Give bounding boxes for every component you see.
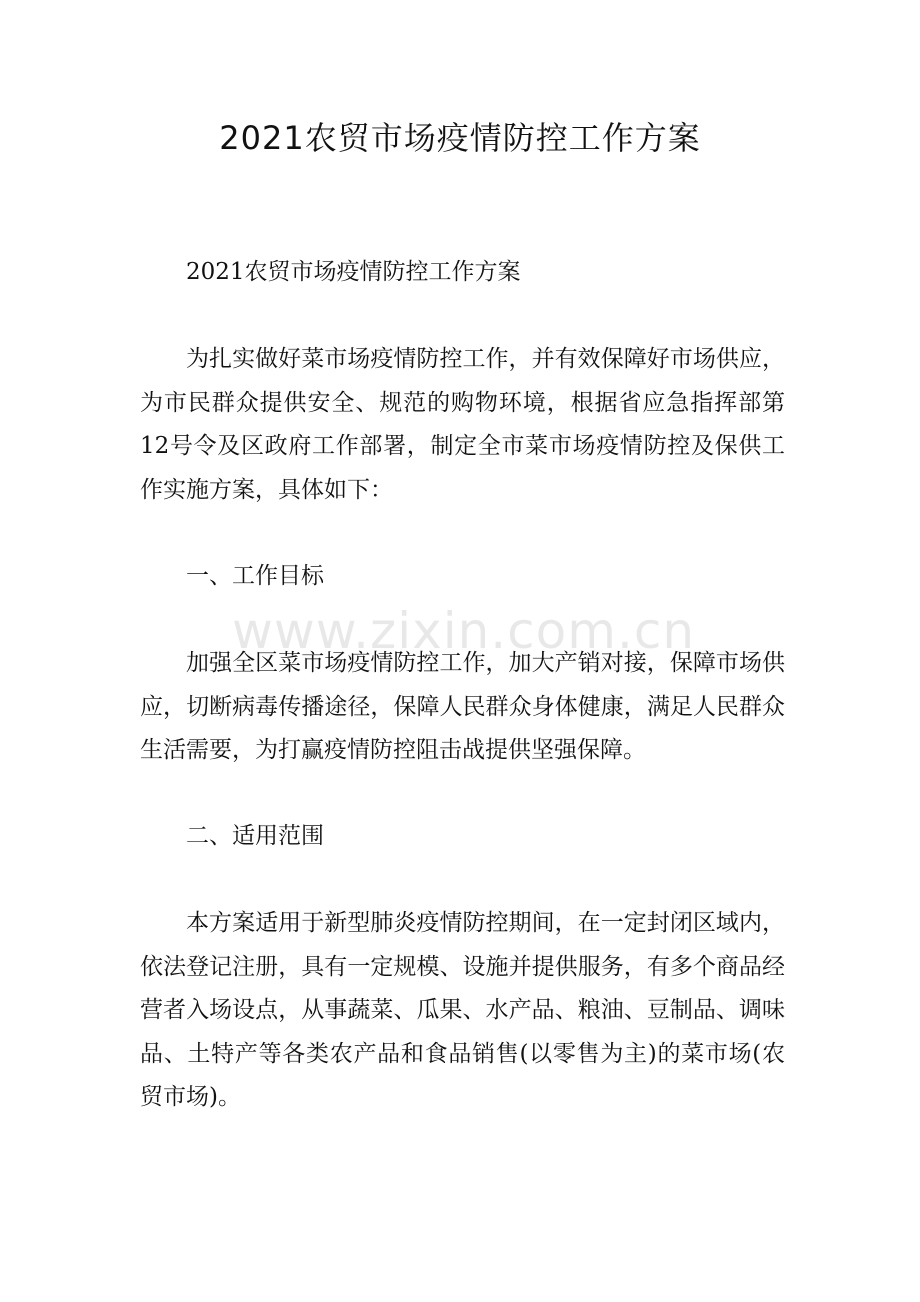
section-paragraph-goals: 加强全区菜市场疫情防控工作，加大产销对接，保障市场供应，切断病毒传播途径，保障人民群众身体健康，满足人民群众生活需要，为打赢疫情防控阻击战提供坚强保障。 [140, 650, 785, 764]
document-subtitle: 2021农贸市场疫情防控工作方案 [186, 259, 521, 285]
section-paragraph-scope: 本方案适用于新型肺炎疫情防控期间，在一定封闭区域内，依法登记注册，具有一定规模、设施并提供服务，有多个商品经营者入场设点，从事蔬菜、瓜果、水产品、粮油、豆制品、调味品、土特产等各类农产品和食品销售(以零售为主)的菜市场(农贸市场)。 [140, 910, 785, 1111]
section-heading-goals: 一、工作目标 [186, 563, 324, 589]
document-title: 2021农贸市场疫情防控工作方案 [219, 119, 701, 157]
watermark: www.zixin.com.cn [232, 602, 696, 660]
section-heading-scope: 二、适用范围 [186, 823, 324, 849]
intro-paragraph: 为扎实做好菜市场疫情防控工作，并有效保障好市场供应，为市民群众提供安全、规范的购物环境，根据省应急指挥部第12号令及区政府工作部署，制定全市菜市场疫情防控及保供工作实施方案，具体如下： [140, 346, 785, 503]
